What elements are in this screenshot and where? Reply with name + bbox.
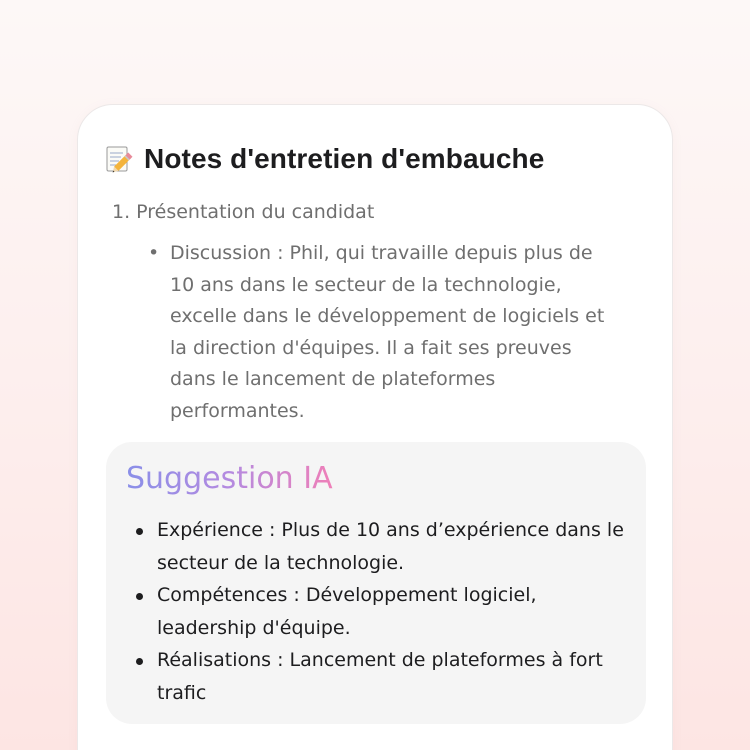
ai-suggestion-item-achievements: Réalisations : Lancement de plateformes à fort trafic: [134, 644, 634, 709]
memo-pencil-icon: [105, 144, 135, 174]
section-heading-label: Présentation du candidat: [136, 201, 375, 223]
ai-suggestion-title: Suggestion IA: [126, 461, 333, 496]
note-header: [105, 143, 544, 175]
note-card: [77, 104, 673, 750]
ai-suggestion-panel: [106, 442, 646, 724]
ai-suggestion-item-experience: Expérience : Plus de 10 ans d’expérience dans le secteur de la technologie.: [134, 514, 634, 579]
discussion-bullet: [148, 238, 618, 427]
note-title: Notes d'entretien d'embauche: [144, 143, 545, 174]
bullet-marker: •: [148, 242, 160, 264]
ai-suggestion-list: [134, 514, 634, 709]
section-heading: [112, 201, 374, 223]
discussion-text: Discussion : Phil, qui travaille depuis plus de 10 ans dans le secteur de la technologie, excelle dans le développement de logiciels et la direction d'équipes. Il a fait ses preuves dans le lancement de plateformes performantes.: [170, 242, 605, 422]
ai-suggestion-item-skills: Compétences : Développement logiciel, leadership d'équipe.: [134, 579, 634, 644]
section-number: 1.: [112, 201, 131, 223]
